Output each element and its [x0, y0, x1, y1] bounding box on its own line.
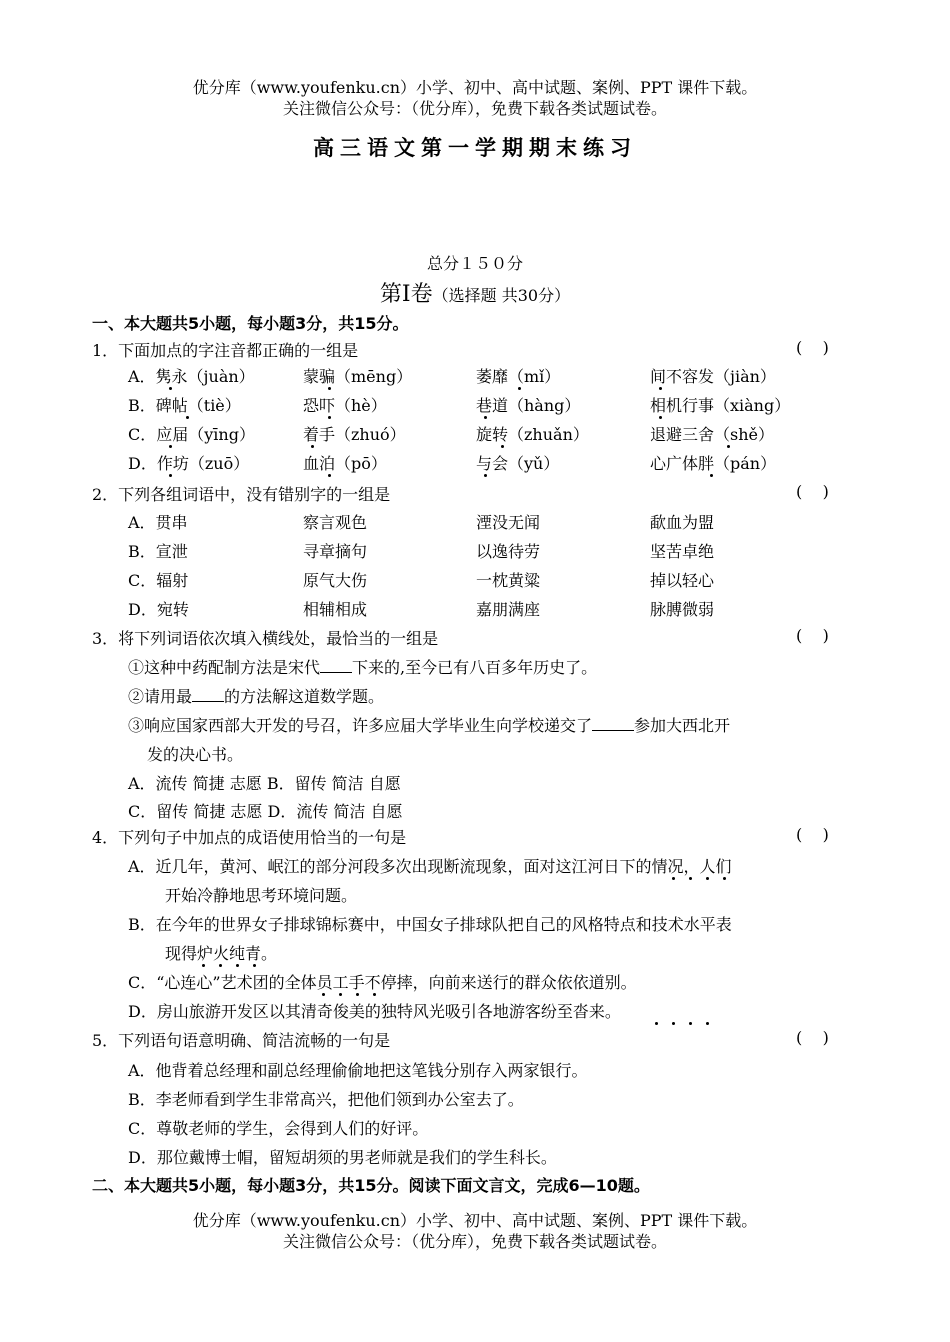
emphasis-dot: [659, 416, 662, 419]
emphasis-dot: [655, 1022, 658, 1025]
q1-answer-paren[interactable]: ( ): [796, 338, 829, 357]
section-2-heading: 二、本大题共5小题，每小题3分，共15分。阅读下面文言文，完成6—10题。: [92, 1176, 650, 1195]
q5-option-d: D．那位戴博士帽，留短胡须的男老师就是我们的学生科长。: [128, 1148, 557, 1167]
q4-option-b-cont: 现得炉火纯青。: [165, 944, 278, 963]
q3-answer-paren[interactable]: ( ): [796, 626, 829, 645]
emphasis-dot: [727, 445, 730, 448]
q4-option-d: D．房山旅游开发区以其清奇俊美的独特风光吸引各地游客纷至沓来。: [128, 1002, 621, 1021]
q4-stem: 4．下列句子中加点的成语使用恰当的一句是: [92, 828, 407, 847]
q2-answer-paren[interactable]: ( ): [796, 482, 829, 501]
q2-b-2: 寻章摘句: [303, 542, 368, 561]
q4-option-b: B．在今年的世界女子排球锦标赛中，中国女子排球队把自己的风格特点和技术水平表: [128, 915, 732, 934]
emphasis-dot: [689, 1022, 692, 1025]
q2-a-3: 湮没无闻: [476, 513, 541, 532]
q3-options-cd: C．留传 简捷 志愿 D．流传 简洁 自愿: [128, 802, 403, 821]
emphasis-dot: [706, 1022, 709, 1025]
q3-options-ab: A．流传 简捷 志愿 B．留传 简洁 自愿: [128, 774, 401, 793]
q5-option-c: C．尊敬老师的学生，会得到人们的好评。: [128, 1119, 429, 1138]
q3-sentence-1: ①这种中药配制方法是宋代 下来的,至今已有八百多年历史了。: [128, 658, 598, 677]
q2-stem: 2．下列各组词语中，没有错别字的一组是: [92, 485, 391, 504]
q1-c-3: 旋转（zhuǎn）: [476, 425, 589, 444]
emphasis-dot: [484, 416, 487, 419]
volume-main: 第Ⅰ卷: [379, 282, 433, 307]
emphasis-dot: [311, 445, 314, 448]
q5-stem: 5．下列语句语意明确、简洁流畅的一句是: [92, 1031, 391, 1050]
q5-answer-paren[interactable]: ( ): [796, 1028, 829, 1047]
emphasis-dot: [202, 964, 205, 967]
blank-line[interactable]: [192, 686, 224, 702]
q1-b-2: 恐吓（hè）: [303, 396, 387, 415]
q1-a-4: 间不容发（jiàn）: [650, 367, 776, 386]
emphasis-dot: [373, 993, 376, 996]
q2-a-2: 察言观色: [303, 513, 368, 532]
emphasis-dot: [689, 877, 692, 880]
q2-c-4: 掉以轻心: [650, 571, 715, 590]
header-line-1: 优分库（www.youfenku.cn）小学、初中、高中试题、案例、PPT 课件下载。: [192, 78, 758, 97]
q3-stem: 3．将下列词语依次填入横线处，最恰当的一组是: [92, 629, 439, 648]
q2-d-2: 相辅相成: [303, 600, 368, 619]
q3-sentence-2: ②请用最 的方法解这道数学题。: [128, 687, 385, 706]
q3-sentence-3-cont: 发的决心书。: [147, 745, 244, 764]
emphasis-dot: [518, 387, 521, 390]
q2-d-3: 嘉朋满座: [476, 600, 541, 619]
emphasis-dot: [484, 474, 487, 477]
header-line-2: 关注微信公众号：（优分库），免费下载各类试题试卷。: [282, 99, 667, 118]
q2-a-4: 歃血为盟: [650, 513, 715, 532]
q1-c-1: C．应届（yīng）: [128, 425, 255, 444]
emphasis-dot: [672, 1022, 675, 1025]
emphasis-dot: [356, 993, 359, 996]
volume-heading: [0, 277, 950, 308]
q1-d-4: 心广体胖（pán）: [650, 454, 777, 473]
q2-c-1: C．辐射: [128, 571, 189, 590]
q1-stem: 1．下面加点的字注音都正确的一组是: [92, 341, 359, 360]
emphasis-dot: [322, 993, 325, 996]
q5-option-b: B．李老师看到学生非常高兴，把他们领到办公室去了。: [128, 1090, 524, 1109]
q1-c-2: 着手（zhuó）: [303, 425, 406, 444]
emphasis-dot: [710, 474, 713, 477]
footer-line-1: 优分库（www.youfenku.cn）小学、初中、高中试题、案例、PPT 课件下载。: [192, 1211, 758, 1230]
q2-d-1: D．宛转: [128, 600, 189, 619]
emphasis-dot: [672, 877, 675, 880]
volume-sub: （选择题 共30分）: [432, 286, 571, 305]
emphasis-dot: [723, 877, 726, 880]
q1-b-3: 巷道（hàng）: [476, 396, 581, 415]
q4-option-c: C．“心连心”艺术团的全体员工手不停摔，向前来送行的群众依依道别。: [128, 973, 637, 992]
emphasis-dot: [328, 416, 331, 419]
emphasis-dot: [253, 964, 256, 967]
q2-b-3: 以逸待劳: [476, 542, 541, 561]
q1-c-4: 退避三舍（shě）: [650, 425, 774, 444]
q2-a-1: A．贯串: [128, 513, 188, 532]
total-score: 总分１５０分: [426, 254, 523, 273]
emphasis-dot: [328, 474, 331, 477]
q1-a-3: 萎靡（mǐ）: [476, 367, 561, 386]
q1-a-1: A．隽永（juàn）: [128, 367, 255, 386]
q1-a-2: 蒙骗（mēng）: [303, 367, 413, 386]
emphasis-dot: [328, 387, 331, 390]
emphasis-dot: [169, 445, 172, 448]
emphasis-dot: [169, 387, 172, 390]
q2-b-4: 坚苦卓绝: [650, 542, 715, 561]
emphasis-dot: [501, 445, 504, 448]
q2-d-4: 脉膊微弱: [650, 600, 715, 619]
emphasis-dot: [236, 964, 239, 967]
emphasis-dot: [219, 964, 222, 967]
q1-d-1: D．作坊（zuō）: [128, 454, 250, 473]
emphasis-dot: [706, 877, 709, 880]
q2-b-1: B．宣泄: [128, 542, 188, 561]
emphasis-dot: [659, 387, 662, 390]
q3-sentence-3: ③响应国家西部大开发的号召，许多应届大学毕业生向学校递交了 参加大西北开: [128, 716, 731, 735]
emphasis-dot: [169, 474, 172, 477]
page-title: 高三语文第一学期期末练习: [313, 135, 637, 160]
section-1-heading: 一、本大题共5小题，每小题3分，共15分。: [92, 314, 409, 333]
q2-c-3: 一枕黄粱: [476, 571, 541, 590]
q4-answer-paren[interactable]: ( ): [796, 825, 829, 844]
q5-option-a: A．他背着总经理和副总经理偷偷地把这笔钱分别存入两家银行。: [128, 1061, 588, 1080]
q1-b-4: 相机行事（xiàng）: [650, 396, 791, 415]
q1-d-2: 血泊（pō）: [303, 454, 387, 473]
emphasis-dot: [186, 416, 189, 419]
q1-b-1: B．碑帖（tiè）: [128, 396, 241, 415]
q4-option-a: A．近几年，黄河、岷江的部分河段多次出现断流现象，面对这江河日下的情况，人们: [128, 857, 732, 876]
q4-option-a-cont: 开始冷静地思考环境问题。: [165, 886, 358, 905]
q1-d-3: 与会（yǔ）: [476, 454, 560, 473]
blank-line[interactable]: [592, 715, 634, 731]
emphasis-dot: [339, 993, 342, 996]
footer-line-2: 关注微信公众号：（优分库），免费下载各类试题试卷。: [282, 1232, 667, 1251]
blank-line[interactable]: [320, 657, 352, 673]
q2-c-2: 原气大伤: [303, 571, 368, 590]
